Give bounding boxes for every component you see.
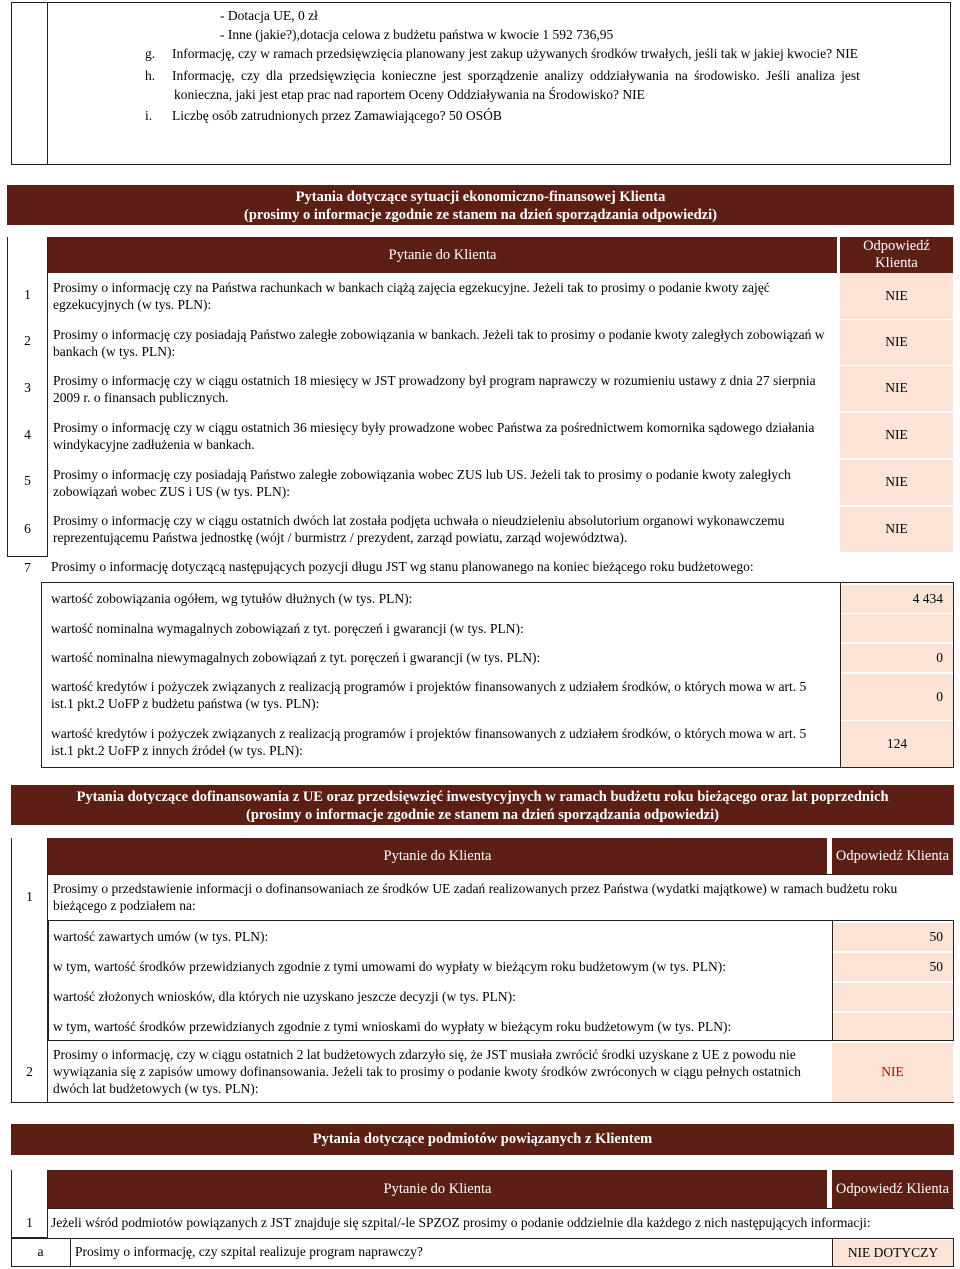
row-number: 6	[24, 520, 31, 536]
row-7-question: Prosimy o informację dotyczącą następujących pozycji długu JST wg stanu planowanego na koniec bieżącego roku budżetowego:	[51, 559, 754, 574]
row-answer: NIE	[840, 320, 953, 365]
section2-row-2-answer: NIE	[832, 1043, 953, 1102]
debt-value: 0	[841, 674, 953, 720]
row-question: Prosimy o informację czy posiadają Państwo zaległe zobowiązania wobec ZUS lub US. Jeżeli tak to prosimy o podanie kwoty zaległych zobowiązań wobec ZUS i US (w tys. PLN):	[53, 467, 791, 499]
section2-row-1-question: Prosimy o przedstawienie informacji o dofinansowaniach ze środków UE zadań realizowanych przez Państwa (wydatki majątkowe) w ramach budżetu roku bieżącego z podziałem na:	[53, 881, 898, 913]
row-answer: NIE	[840, 460, 953, 505]
item-h-text: Informację, czy dla przedsięwzięcia konieczne jest sporządzenie analizy oddziaływania na środowisko. Jeśli analiza jest	[172, 68, 860, 83]
section1-title: Pytania dotyczące sytuacji ekonomiczno-finansowej Klienta	[295, 189, 666, 205]
eu-value: 50	[833, 953, 953, 981]
section1-subtitle: (prosimy o informacje zgodnie ze stanem na dzień sporządzania odpowiedzi)	[244, 207, 717, 223]
section1-question-header: Pytanie do Klienta	[48, 237, 837, 273]
eu-value	[833, 1013, 953, 1040]
eu-value: 50	[833, 923, 953, 951]
eu-label: wartość zawartych umów (w tys. PLN):	[53, 929, 269, 944]
row-question: Prosimy o informację czy w ciągu ostatnich dwóch lat została podjęta uchwała o nieudzieleniu absolutorium organowi wykonawczemu reprezentującemu Państwa jednostkę (wójt / burmistrz / prezydent, zarząd powiatu, zarząd województwa).	[53, 513, 785, 545]
section3-row-1-question: Jeżeli wśród podmiotów powiązanych z JST znajduje się szpital/-le SPZOZ prosimy o podanie oddzielnie dla każdego z nich następujących informacji:	[51, 1215, 871, 1230]
row-number: 2	[24, 332, 31, 348]
row-number: 1	[26, 1214, 33, 1230]
debt-value: 4 434	[841, 585, 953, 613]
row-number: 5	[24, 472, 31, 488]
item-g-letter: g.	[145, 46, 156, 61]
debt-label: wartość kredytów i pożyczek związanych z realizacją programów i projektów finansowanych z udziałem środków, o których mowa w art. 5 ist.1 pkt.2 UoFP z budżetu państwa (w tys. PLN):	[51, 679, 807, 711]
hospital-question: Prosimy o informację, czy szpital realizuje program naprawczy?	[75, 1244, 423, 1259]
row-number: 1	[26, 888, 33, 904]
row-answer: NIE	[840, 413, 953, 458]
row-answer: NIE	[840, 273, 953, 319]
item-h-continuation: konieczna, jaki jest etap prac nad raportem Oceny Oddziaływania na Środowisko? NIE	[174, 87, 645, 102]
section2-banner	[11, 785, 954, 825]
row-answer: NIE	[840, 366, 953, 411]
hospital-letter-divider	[70, 1238, 71, 1267]
row-number: 2	[26, 1063, 33, 1079]
section2-title: Pytania dotyczące dofinansowania z UE oraz przedsięwzięć inwestycyjnych w ramach budżetu roku bieżącego oraz lat poprzednich	[76, 789, 889, 805]
row-number: 1	[24, 286, 31, 302]
eu-value	[833, 983, 953, 1011]
debt-label: wartość kredytów i pożyczek związanych z realizacją programów i projektów finansowanych z udziałem środków, o których mowa w art. 5 ist.1 pkt.2 UoFP z innych źródeł (w tys. PLN):	[51, 726, 807, 758]
top-line-2: - Inne (jakie?),dotacja celowa z budżetu państwa w kwocie 1 592 736,95	[220, 27, 614, 42]
row-question: Prosimy o informację czy w ciągu ostatnich 18 miesięcy w JST prowadzony był program naprawczy w rozumieniu ustawy z dnia 27 sierpnia 2009 r. o finansach publicznych.	[53, 373, 816, 405]
top-box-divider	[47, 2, 48, 165]
debt-label: wartość zobowiązania ogółem, wg tytułów dłużnych (w tys. PLN):	[51, 591, 413, 606]
row-answer: NIE	[840, 507, 953, 552]
section3-answer-header: Odpowiedź Klienta	[832, 1170, 953, 1208]
eu-label: w tym, wartość środków przewidzianych zgodnie z tymi wnioskami do wypłaty w bieżącym roku budżetowym (w tys. PLN):	[53, 1019, 732, 1034]
section3-row-rule	[48, 1208, 954, 1209]
row-question: Prosimy o informację czy na Państwa rachunkach w bankach ciążą zajęcia egzekucyjne. Jeżeli tak to prosimy o podanie kwoty zajęć egzekucyjnych (w tys. PLN):	[53, 280, 770, 312]
section2-bottom-rule	[48, 1102, 954, 1103]
row-number: 7	[24, 559, 31, 575]
row-question: Prosimy o informację czy posiadają Państwo zaległe zobowiązania w bankach. Jeżeli tak to prosimy o podanie kwoty zaległych zobowiązań w bankach (w tys. PLN):	[53, 327, 825, 359]
item-g-text: Informację, czy w ramach przedsięwzięcia planowany jest zakup używanych środków trwałych, jeśli tak w jakiej kwocie? NIE	[172, 46, 858, 61]
section3-question-header: Pytanie do Klienta	[48, 1170, 827, 1208]
section3-banner	[11, 1124, 954, 1155]
item-i-text: Liczbę osób zatrudnionych przez Zamawiającego? 50 OSÓB	[172, 108, 502, 123]
section2-row-rule	[48, 874, 953, 875]
section1-banner	[7, 185, 954, 225]
section2-subtitle: (prosimy o informacje zgodnie ze stanem na dzień sporządzania odpowiedzi)	[246, 807, 719, 823]
section2-row-2-question: Prosimy o informację, czy w ciągu ostatnich 2 lat budżetowych zdarzyło się, że JST musiała zwrócić środki uzyskane z UE z powodu nie wywiązania się z zapisów umowy dofinansowania. Jeżeli tak to prosimy o podanie kwoty środków zwróconych w ciągu pełnych ostatnich dwóch lat budżetowych (w tys. PLN):	[53, 1047, 801, 1096]
section2-answer-header: Odpowiedź Klienta	[832, 838, 953, 874]
item-i-letter: i.	[145, 108, 153, 123]
section3-title: Pytania dotyczące podmiotów powiązanych z Klientem	[312, 1131, 653, 1147]
item-h-letter: h.	[145, 68, 156, 83]
debt-value: 0	[841, 644, 953, 672]
debt-label: wartość nominalna niewymagalnych zobowiązań z tyt. poręczeń i gwarancji (w tys. PLN):	[51, 650, 541, 665]
section2-question-header: Pytanie do Klienta	[48, 838, 827, 874]
eu-label: wartość złożonych wniosków, dla których nie uzyskano jeszcze decyzji (w tys. PLN):	[53, 989, 516, 1004]
debt-label: wartość nominalna wymagalnych zobowiązań z tyt. poręczeń i gwarancji (w tys. PLN):	[51, 621, 524, 636]
row-number: 3	[24, 379, 31, 395]
section1-answer-header: Odpowiedź Klienta	[840, 237, 953, 273]
debt-value	[841, 614, 953, 642]
top-line-1: - Dotacja UE, 0 zł	[220, 8, 318, 23]
row-number: 4	[24, 426, 31, 442]
row-question: Prosimy o informację czy w ciągu ostatnich 36 miesięcy były prowadzone wobec Państwa za pośrednictwem komornika sądowego działania windykacyjne zadłużenia w bankach.	[53, 420, 815, 452]
row-letter: a	[37, 1244, 44, 1260]
eu-label: w tym, wartość środków przewidzianych zgodnie z tymi umowami do wypłaty w bieżącym roku budżetowym (w tys. PLN):	[53, 959, 726, 974]
debt-value: 124	[841, 721, 953, 767]
hospital-answer: NIE DOTYCZY	[833, 1240, 953, 1266]
